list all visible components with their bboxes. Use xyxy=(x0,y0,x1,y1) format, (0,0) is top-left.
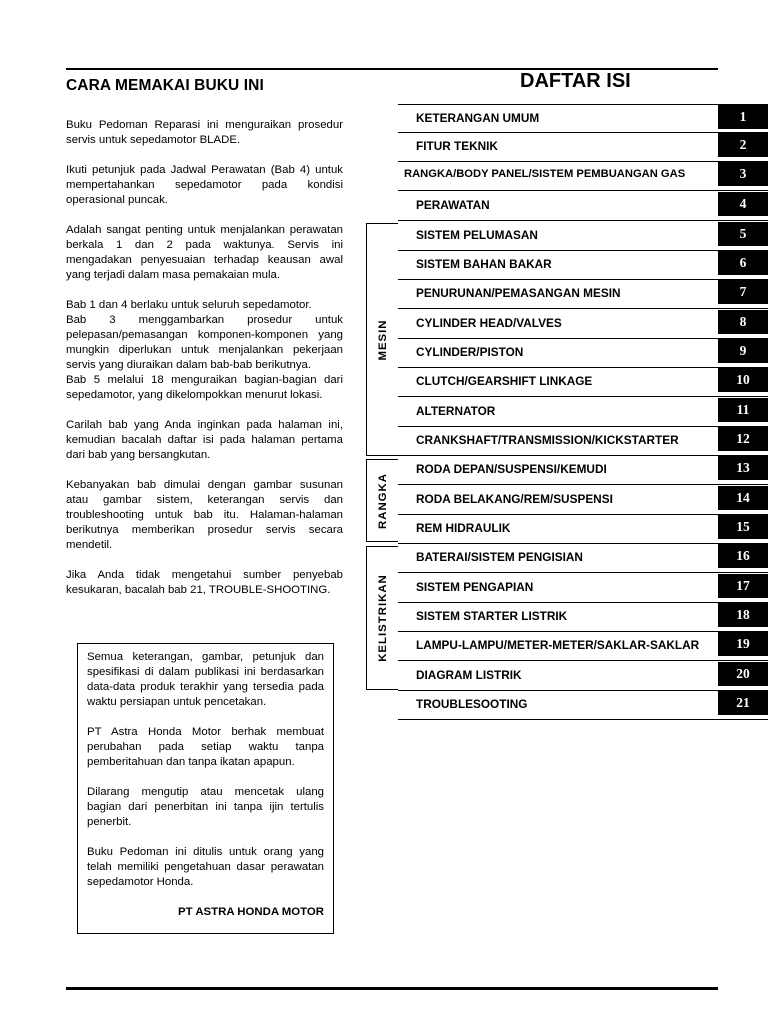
group-mesin xyxy=(366,223,398,456)
group-kelistrikan xyxy=(366,546,398,690)
instructions-column xyxy=(66,118,343,613)
toc-row[interactable] xyxy=(398,691,768,720)
toc-number: 17 xyxy=(718,574,768,598)
toc-title: DAFTAR ISI xyxy=(520,70,631,92)
group-rangka xyxy=(366,459,398,542)
group-label-mesin: MESIN xyxy=(376,318,389,361)
toc-label: DIAGRAM LISTRIK xyxy=(416,668,522,682)
toc-number: 12 xyxy=(718,427,768,451)
toc-label: CYLINDER/PISTON xyxy=(416,345,524,359)
paragraph-intro: Buku Pedoman Reparasi ini menguraikan prosedur servis untuk sepedamotor BLADE. xyxy=(66,119,343,146)
toc-number: 1 xyxy=(718,105,768,129)
toc-row[interactable] xyxy=(398,398,768,427)
notice-paragraph-2: PT Astra Honda Motor berhak membuat perubahan pada setiap waktu tanpa pemberitahuan dan tanpa ikatan apapun. xyxy=(87,726,324,768)
toc-label: ALTERNATOR xyxy=(416,404,496,418)
toc-row[interactable] xyxy=(398,368,768,397)
paragraph-chapters-2: Bab 3 menggambarkan prosedur untuk pelepasan/pemasangan komponen-komponen yang mungkin diperlukan untuk menjalankan pekerjaan servis yang diuraikan dalam bab-bab berikutnya. xyxy=(66,314,343,371)
toc-label: CLUTCH/GEARSHIFT LINKAGE xyxy=(416,374,593,388)
toc-label: LAMPU-LAMPU/METER-METER/SAKLAR-SAKLAR xyxy=(416,638,700,652)
toc-label: SISTEM PELUMASAN xyxy=(416,228,538,242)
toc-row[interactable] xyxy=(398,104,768,133)
toc-label: RODA DEPAN/SUSPENSI/KEMUDI xyxy=(416,462,607,476)
paragraph-chapter-layout: Kebanyakan bab dimulai dengan gambar susunan atau gambar sistem, keterangan servis dan troubleshooting untuk bab itu. Halaman-halaman berikutnya memberikan prosedur servis secara mendetil. xyxy=(66,479,343,551)
notice-signature: PT ASTRA HONDA MOTOR xyxy=(178,906,324,918)
group-label-rangka: RANGKA xyxy=(376,472,389,529)
toc-number: 2 xyxy=(718,133,768,157)
left-title: CARA MEMAKAI BUKU INI xyxy=(66,77,264,94)
group-label-kelistrikan: KELISTRIKAN xyxy=(376,574,389,662)
toc-label: SISTEM BAHAN BAKAR xyxy=(416,257,552,271)
toc-label: TROUBLESOOTING xyxy=(416,697,528,711)
toc-number: 18 xyxy=(718,603,768,627)
paragraph-troubleshooting: Jika Anda tidak mengetahui sumber penyebab kesukaran, bacalah bab 21, TROUBLE-SHOOTING. xyxy=(66,569,343,596)
toc-number: 7 xyxy=(718,280,768,304)
paragraph-periodic: Adalah sangat penting untuk menjalankan perawatan berkala 1 dan 2 pada waktunya. Servis ini mengadakan penyesuaian terhadap keausan awal yang terjadi dalam masa pemakaian mula. xyxy=(66,224,343,281)
toc-row[interactable] xyxy=(398,574,768,603)
toc-row[interactable] xyxy=(398,603,768,632)
toc-row[interactable] xyxy=(398,133,768,162)
toc-row[interactable] xyxy=(398,515,768,544)
toc-row[interactable] xyxy=(398,632,768,661)
toc-number: 3 xyxy=(718,162,768,186)
toc-number: 14 xyxy=(718,486,768,510)
notice-paragraph-4: Buku Pedoman ini ditulis untuk orang yang telah memiliki pengetahuan dasar perawatan sepedamotor Honda. xyxy=(87,846,324,888)
toc-number: 15 xyxy=(718,515,768,539)
paragraph-find-chapter: Carilah bab yang Anda inginkan pada halaman ini, kemudian bacalah daftar isi pada halaman pertama dari bab yang bersangkutan. xyxy=(66,419,343,461)
toc-number: 16 xyxy=(718,544,768,568)
toc-number: 5 xyxy=(718,222,768,246)
toc-number: 21 xyxy=(718,691,768,715)
toc-row[interactable] xyxy=(398,162,768,191)
paragraph-chapters-1: Bab 1 dan 4 berlaku untuk seluruh sepedamotor. xyxy=(66,299,312,311)
toc-label: REM HIDRAULIK xyxy=(416,521,511,535)
toc-number: 4 xyxy=(718,192,768,216)
toc-row[interactable] xyxy=(398,544,768,573)
toc-number: 8 xyxy=(718,310,768,334)
toc-label: BATERAI/SISTEM PENGISIAN xyxy=(416,550,583,564)
toc-row[interactable] xyxy=(398,192,768,221)
toc-row[interactable] xyxy=(398,222,768,251)
paragraph-schedule: Ikuti petunjuk pada Jadwal Perawatan (Bab 4) untuk mempertahankan sepedamotor pada kondisi operasional puncak. xyxy=(66,164,343,206)
toc-row[interactable] xyxy=(398,456,768,485)
bottom-rule xyxy=(66,987,718,990)
paragraph-chapters-3: Bab 5 melalui 18 menguraikan bagian-bagian dari sepedamotor, yang dikelompokkan menurut lokasi. xyxy=(66,374,343,401)
toc-label: FITUR TEKNIK xyxy=(416,139,498,153)
toc-label: CYLINDER HEAD/VALVES xyxy=(416,316,562,330)
toc-number: 11 xyxy=(718,398,768,422)
toc-row[interactable] xyxy=(398,662,768,691)
notice-paragraph-3: Dilarang mengutip atau mencetak ulang bagian dari penerbitan ini tanpa ijin tertulis penerbit. xyxy=(87,786,324,828)
toc-number: 13 xyxy=(718,456,768,480)
toc-row[interactable] xyxy=(398,339,768,368)
toc-label: RANGKA/BODY PANEL/SISTEM PEMBUANGAN GAS xyxy=(404,168,686,180)
toc-label: SISTEM STARTER LISTRIK xyxy=(416,609,568,623)
toc-label: SISTEM PENGAPIAN xyxy=(416,580,534,594)
toc-label: CRANKSHAFT/TRANSMISSION/KICKSTARTER xyxy=(416,433,679,447)
notice-box xyxy=(77,643,334,934)
toc-label: KETERANGAN UMUM xyxy=(416,111,540,125)
toc-row[interactable] xyxy=(398,251,768,280)
toc-number: 19 xyxy=(718,632,768,656)
toc-number: 6 xyxy=(718,251,768,275)
toc-number: 20 xyxy=(718,662,768,686)
toc-number: 10 xyxy=(718,368,768,392)
toc-label: RODA BELAKANG/REM/SUSPENSI xyxy=(416,492,613,506)
toc-label: PERAWATAN xyxy=(416,198,490,212)
toc-number: 9 xyxy=(718,339,768,363)
toc-row[interactable] xyxy=(398,427,768,456)
toc-row[interactable] xyxy=(398,486,768,515)
notice-paragraph-1: Semua keterangan, gambar, petunjuk dan spesifikasi di dalam publikasi ini berdasarkan data-data produk terakhir yang tersedia pada waktu persiapan untuk pencetakan. xyxy=(87,651,324,708)
toc-row[interactable] xyxy=(398,310,768,339)
toc-row[interactable] xyxy=(398,280,768,309)
toc-label: PENURUNAN/PEMASANGAN MESIN xyxy=(416,286,621,300)
